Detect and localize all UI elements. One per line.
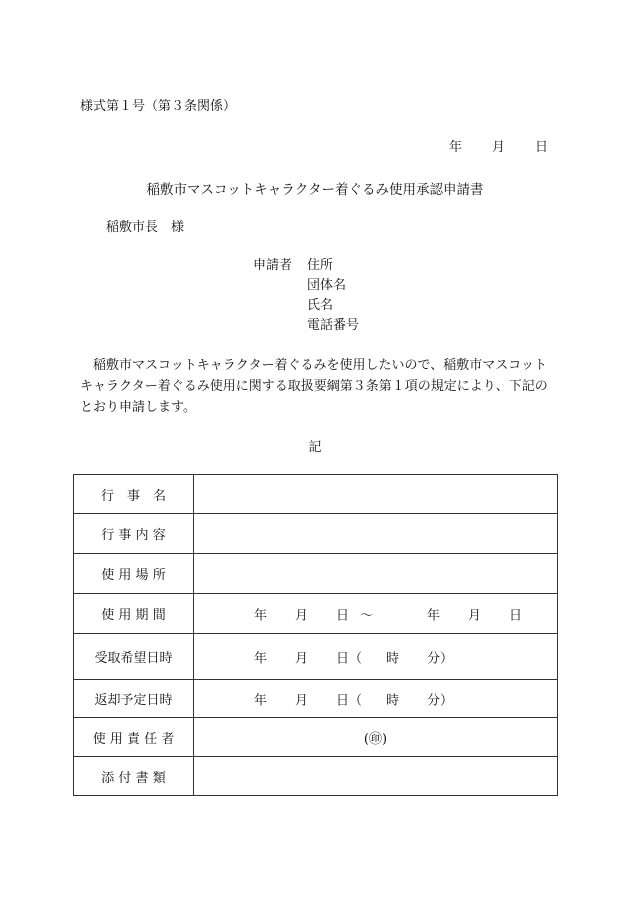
date-day: 日 — [534, 140, 548, 155]
row-label-period: 使 用 期 間 — [74, 594, 194, 634]
ki-heading: 記 — [308, 440, 322, 455]
period-tilde: ～ — [360, 608, 374, 623]
table-row — [74, 594, 558, 634]
applicant-phone-label: 電話番号 — [307, 318, 360, 333]
table-row — [74, 757, 558, 796]
pickup-month: 月 — [295, 651, 309, 666]
pickup-day: 日（ — [336, 651, 363, 666]
return-minute: 分） — [427, 693, 454, 708]
row-label-return: 返却予定日時 — [74, 680, 194, 718]
document-title: 稲敷市マスコットキャラクター着ぐるみ使用承認申請書 — [146, 182, 484, 198]
date-line — [449, 136, 548, 155]
return-day: 日（ — [336, 693, 363, 708]
row-label-pickup: 受取希望日時 — [74, 634, 194, 680]
period-year2: 年 — [427, 608, 441, 623]
pickup-hour: 時 — [386, 651, 400, 666]
application-table — [73, 474, 558, 796]
event-name-field[interactable] — [194, 475, 558, 514]
row-label-attachments: 添 付 書 類 — [74, 757, 194, 796]
applicant-name-label: 氏名 — [307, 298, 334, 313]
return-field[interactable] — [194, 680, 558, 718]
seal-mark: (㊞) — [363, 731, 388, 747]
period-year: 年 — [254, 608, 268, 623]
applicant-label: 申請者 — [253, 258, 293, 273]
attachments-field[interactable] — [194, 757, 558, 796]
period-day: 日 — [336, 608, 350, 623]
applicant-organization-label: 団体名 — [307, 278, 347, 293]
return-year: 年 — [254, 693, 268, 708]
pickup-year: 年 — [254, 651, 268, 666]
period-field[interactable] — [194, 594, 558, 634]
responsible-person-field[interactable] — [194, 718, 558, 757]
applicant-address-label: 住所 — [307, 258, 334, 273]
period-month2: 月 — [468, 608, 482, 623]
table-row — [74, 514, 558, 554]
pickup-minute: 分） — [427, 651, 454, 666]
period-month: 月 — [295, 608, 309, 623]
form-number: 様式第１号（第３条関係） — [80, 99, 237, 114]
body-text: 稲敷市マスコットキャラクター着ぐるみを使用したいので、稲敷市マスコットキャラクター着ぐるみ使用に関する取扱要綱第３条第１項の規定により、下記のとおり申請します。 — [80, 358, 548, 415]
row-label-event-name: 行 事 名 — [74, 475, 194, 514]
date-month: 月 — [491, 140, 505, 155]
event-content-field[interactable] — [194, 514, 558, 554]
table-row — [74, 475, 558, 514]
period-day2: 日 — [509, 608, 523, 623]
table-row — [74, 680, 558, 718]
addressee: 稲敷市長 様 — [106, 220, 185, 235]
table-row — [74, 634, 558, 680]
return-hour: 時 — [386, 693, 400, 708]
pickup-field[interactable] — [194, 634, 558, 680]
row-label-responsible-person: 使 用 責 任 者 — [74, 718, 194, 757]
row-label-location: 使 用 場 所 — [74, 554, 194, 594]
table-row — [74, 718, 558, 757]
date-year: 年 — [448, 140, 462, 155]
location-field[interactable] — [194, 554, 558, 594]
return-month: 月 — [295, 693, 309, 708]
row-label-event-content: 行 事 内 容 — [74, 514, 194, 554]
table-row — [74, 554, 558, 594]
